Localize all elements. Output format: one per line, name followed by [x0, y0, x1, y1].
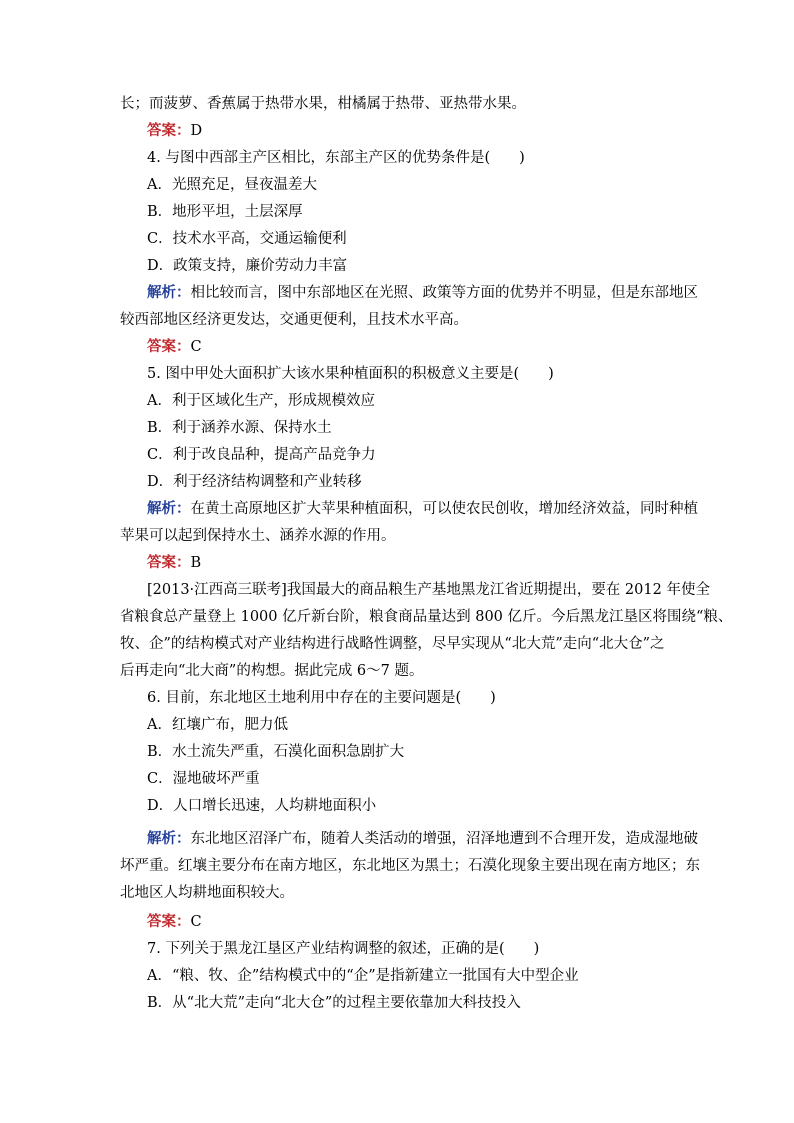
- answer-line-q5: [147, 553, 201, 573]
- question-6-explanation-cont-2: 北地区人均耕地面积较大。: [120, 885, 294, 901]
- material-line-1: [2013·江西高三联考]我国最大的商品粮生产基地黑龙江省近期提出，要在 2012 年使全: [147, 582, 710, 598]
- question-6-option-a: A．红壤广布，肥力低: [147, 717, 288, 733]
- question-6-explanation-cont-1: 坏严重。红壤主要分布在南方地区，东北地区为黑土；石漠化现象主要出现在南方地区；东: [120, 858, 700, 874]
- answer-line-q4: [147, 337, 202, 357]
- explanation-text: 在黄土高原地区扩大苹果种植面积，可以使农民创收，增加经济效益，同时种植: [190, 501, 698, 517]
- question-5-explanation-cont: 苹果可以起到保持水土、涵养水源的作用。: [120, 528, 396, 544]
- question-7-option-b: B．从“北大荒”走向“北大仓”的过程主要依靠加大科技投入: [147, 995, 521, 1011]
- explanation-label: 解析：: [147, 284, 191, 301]
- answer-value: D: [190, 123, 203, 139]
- answer-label: 答案：: [147, 554, 191, 571]
- question-4-option-d: D．政策支持，廉价劳动力丰富: [147, 258, 348, 274]
- answer-value: B: [190, 555, 202, 571]
- material-line-3: 牧、企”的结构模式对产业结构进行战略性调整，尽早实现从“北大荒”走向“北大仓”之: [120, 636, 665, 652]
- material-line-4: 后再走向“北大商”的构想。据此完成 6～7 题。: [120, 663, 424, 679]
- question-6-option-c: C．湿地破坏严重: [147, 771, 260, 787]
- answer-value: C: [190, 914, 202, 930]
- explanation-text: 东北地区沼泽广布，随着人类活动的增强，沼泽地遭到不合理开发，造成湿地破: [190, 831, 698, 847]
- question-4-option-b: B．地形平坦，土层深厚: [147, 204, 303, 220]
- question-6-explanation: [147, 829, 698, 849]
- answer-line-q3: [147, 121, 202, 141]
- explanation-label: 解析：: [147, 500, 191, 517]
- question-4-stem: 4. 与图中西部主产区相比，东部主产区的优势条件是( ): [147, 150, 525, 166]
- explanation-text: 相比较而言，图中东部地区在光照、政策等方面的优势并不明显，但是东部地区: [190, 285, 698, 301]
- explanation-continuation: 长；而菠萝、香蕉属于热带水果，柑橘属于热带、亚热带水果。: [120, 96, 526, 112]
- question-5-explanation: [147, 499, 698, 519]
- question-6-stem: 6. 目前，东北地区土地利用中存在的主要问题是( ): [147, 690, 496, 706]
- question-4-option-a: A．光照充足，昼夜温差大: [147, 177, 317, 193]
- question-5-option-c: C．利于改良品种，提高产品竞争力: [147, 447, 376, 463]
- question-4-explanation-cont: 较西部地区经济更发达，交通更便利，且技术水平高。: [120, 312, 468, 328]
- answer-line-q6: [147, 912, 202, 932]
- question-4-explanation: [147, 283, 698, 303]
- material-line-2: 省粮食总产量登上 1000 亿斤新台阶，粮食商品量达到 800 亿斤。今后黑龙江垦区将围绕“粮、: [120, 609, 733, 625]
- question-7-option-a: A．“粮、牧、企”结构模式中的“企”是指新建立一批国有大中型企业: [147, 968, 579, 984]
- answer-value: C: [190, 339, 202, 355]
- answer-label: 答案：: [147, 338, 191, 355]
- question-4-option-c: C．技术水平高，交通运输便利: [147, 231, 347, 247]
- question-7-stem: 7. 下列关于黑龙江垦区产业结构调整的叙述，正确的是( ): [147, 941, 540, 957]
- question-5-option-b: B．利于涵养水源、保持水土: [147, 420, 332, 436]
- question-6-option-b: B．水土流失严重，石漠化面积急剧扩大: [147, 744, 405, 760]
- question-5-option-d: D．利于经济结构调整和产业转移: [147, 474, 362, 490]
- question-5-stem: 5. 图中甲处大面积扩大该水果种植面积的积极意义主要是( ): [147, 366, 554, 382]
- question-6-option-d: D．人口增长迅速，人均耕地面积小: [147, 798, 377, 814]
- explanation-label: 解析：: [147, 830, 191, 847]
- answer-label: 答案：: [147, 913, 191, 930]
- answer-label: 答案：: [147, 122, 191, 139]
- question-5-option-a: A．利于区域化生产，形成规模效应: [147, 393, 375, 409]
